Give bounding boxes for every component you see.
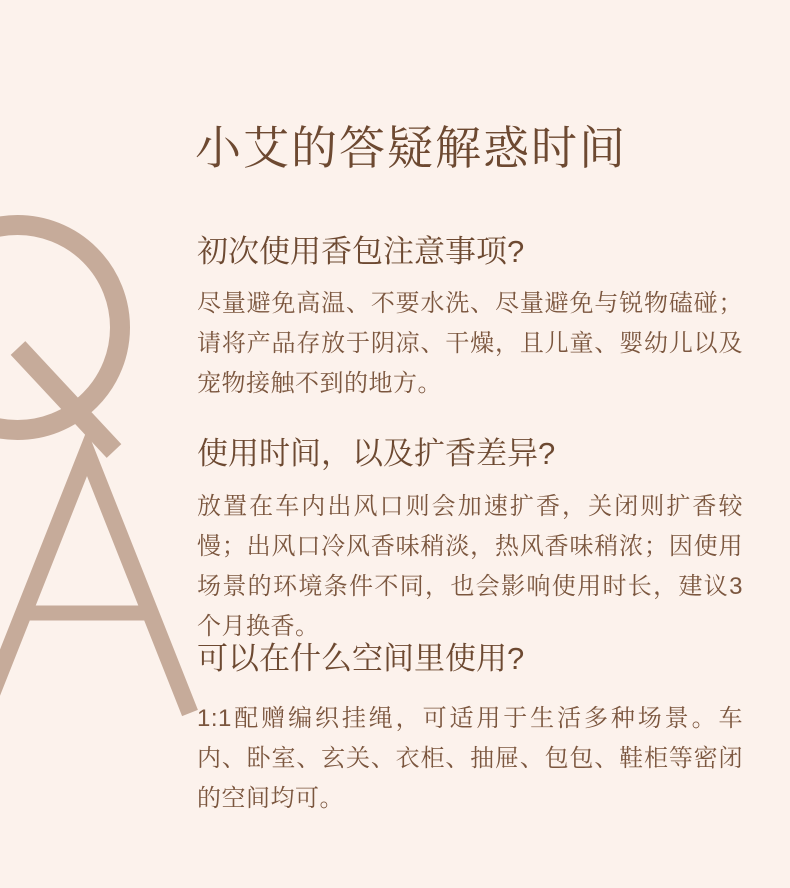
a-letter-shape	[0, 453, 190, 713]
page-title: 小艾的答疑解惑时间	[195, 122, 627, 174]
qa-item-1	[197, 233, 743, 404]
qa-answer-1: 尽量避免高温、不要水洗、尽量避免与锐物磕碰；请将产品存放于阴凉、干燥，且儿童、婴幼儿以及宠物接触不到的地方。	[197, 290, 743, 397]
qa-watermark-icon	[0, 200, 210, 740]
qa-question-1: 初次使用香包注意事项?	[197, 234, 525, 269]
qa-question-2: 使用时间，以及扩香差异?	[197, 436, 556, 471]
qa-question-3: 可以在什么空间里使用?	[197, 641, 525, 676]
qa-item-2	[197, 435, 743, 647]
qa-item-3	[197, 640, 743, 819]
q-letter-shape	[0, 225, 120, 451]
qa-answer-2: 放置在车内出风口则会加速扩香，关闭则扩香较慢；出风口冷风香味稍淡，热风香味稍浓；因使用场景的环境条件不同，也会影响使用时长，建议3个月换香。	[197, 493, 743, 640]
qa-answer-3: 1:1配赠编织挂绳，可适用于生活多种场景。车内、卧室、玄关、衣柜、抽屉、包包、鞋柜等密闭的空间均可。	[197, 705, 743, 812]
